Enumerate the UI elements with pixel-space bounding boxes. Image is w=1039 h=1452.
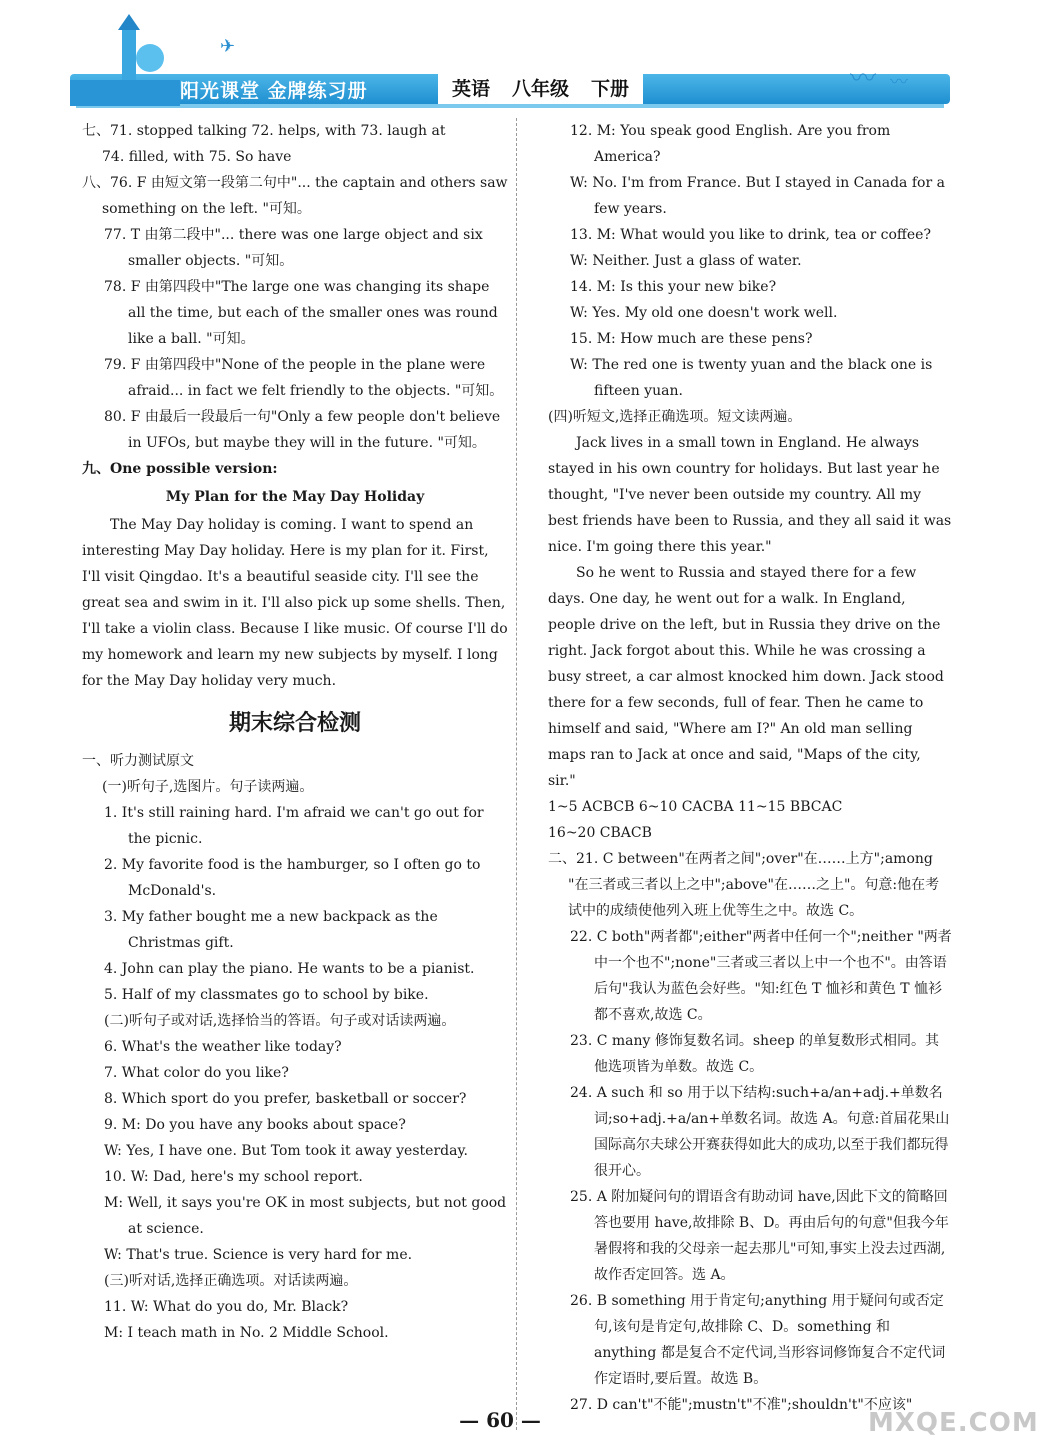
- right-paragraph: 26. B something 用于肯定句;anything 用于疑问句或否定句,该句是肯定句,故排除 C、D。something 和 anything 都是复合不定代词,当形容词修饰复合不定代词作定语时,要后置。故选 B。: [570, 1293, 946, 1387]
- left-column: [82, 118, 508, 1346]
- right-paragraph: Jack lives in a small town in England. He always stayed in his own country for holidays. But last year he thought, "I've never been outside my country. All my best friends have been to Russia, and they all said it was nice. I'm going there this year.": [548, 435, 952, 555]
- right-paragraph: 1~5 ACBCB 6~10 CACBA 11~15 BBCAC: [548, 799, 843, 815]
- left-paragraph: 3. My father bought me a new backpack as the Christmas gift.: [104, 909, 438, 951]
- left-paragraph: (一)听句子,选图片。句子读两遍。: [102, 779, 314, 795]
- left-paragraph: (二)听句子或对话,选择恰当的答语。句子或对话读两遍。: [104, 1013, 456, 1029]
- watermark: MXQE.COM: [868, 1408, 1039, 1438]
- left-paragraph: M: Well, it says you're OK in most subjects, but not good at science.: [104, 1195, 507, 1237]
- left-paragraph: 八、76. F 由短文第一段第二句中"... the captain and others saw something on the left. "可知。: [82, 175, 508, 217]
- left-paragraph: 11. W: What do you do, Mr. Black?: [104, 1299, 349, 1315]
- left-paragraph: My Plan for the May Day Holiday: [165, 489, 425, 505]
- right-paragraph: 13. M: What would you like to drink, tea or coffee?: [570, 227, 931, 243]
- right-paragraph: 12. M: You speak good English. Are you from America?: [570, 123, 891, 165]
- right-paragraph: So he went to Russia and stayed there for a few days. One day, he went out for a walk. In England, people drive on the left, but in Russia they drive on the right. Jack forgot about this. While he was crossing a busy street, a car almost knocked him down. Jack stood there for a few seconds, full of fear. Then he came to himself and said, "Where am I?" An old man selling maps ran to Jack at once and said, "Maps of the city, sir.": [548, 565, 944, 789]
- left-paragraph: 2. My favorite food is the hamburger, so I often go to McDonald's.: [104, 857, 481, 899]
- left-paragraph: The May Day holiday is coming. I want to spend an interesting May Day holiday. Here is my plan for it. First, I'll visit Qingdao. It's a beautiful seaside city. I'll see the great sea and swim in it. I'll also pick up some shells. Then, I'll take a violin class. Because I like music. Of course I'll do my homework and learn my new subjects by myself. I long for the May Day holiday very much.: [82, 517, 508, 689]
- lighthouse-illustration: [70, 0, 180, 108]
- left-paragraph: 80. F 由最后一段最后一句"Only a few people don't believe in UFOs, but maybe they will in the future. "可知。: [104, 409, 501, 451]
- left-paragraph: 8. Which sport do you prefer, basketball or soccer?: [104, 1091, 467, 1107]
- column-divider: [516, 118, 517, 1430]
- left-paragraph: 期末综合检测: [228, 711, 361, 736]
- right-paragraph: W: The red one is twenty yuan and the black one is fifteen yuan.: [570, 357, 933, 399]
- left-paragraph: 5. Half of my classmates go to school by bike.: [104, 987, 429, 1003]
- right-paragraph: 22. C both"两者都";either"两者中任何一个";neither "两者中一个也不";none"三者或三者以上中一个也不"。由答语后句"我认为蓝色会好些。"知:红色 T 恤衫和黄色 T 恤衫都不喜欢,故选 C。: [570, 929, 952, 1023]
- bird-icon: 〰: [890, 72, 908, 93]
- right-paragraph: W: Yes. My old one doesn't work well.: [570, 305, 838, 321]
- left-paragraph: (三)听对话,选择正确选项。对话读两遍。: [104, 1273, 358, 1289]
- left-paragraph: 77. T 由第二段中"... there was one large object and six smaller objects. "可知。: [104, 227, 483, 269]
- left-paragraph: 10. W: Dad, here's my school report.: [104, 1169, 363, 1185]
- left-paragraph: 一、听力测试原文: [82, 753, 194, 769]
- right-paragraph: 15. M: How much are these pens?: [570, 331, 813, 347]
- subject-name: 英语: [452, 78, 491, 100]
- right-paragraph: 25. A 附加疑问句的谓语含有助动词 have,因此下文的简略回答也要用 have,故排除 B、D。再由后句的句意"但我今年暑假将和我的父母亲一起去那儿"可知,事实上没去过西湖,故作否定回答。选 A。: [570, 1189, 949, 1283]
- right-paragraph: 27. D can't"不能";mustn't"不准";shouldn't"不应该": [570, 1397, 913, 1413]
- left-paragraph: 78. F 由第四段中"The large one was changing its shape all the time, but each of the smaller ones was round like a ball. "可知。: [104, 279, 498, 347]
- subject-label: [438, 74, 643, 104]
- left-paragraph: 9. M: Do you have any books about space?: [104, 1117, 406, 1133]
- left-paragraph: 4. John can play the piano. He wants to be a pianist.: [104, 961, 475, 977]
- left-paragraph: W: That's true. Science is very hard for me.: [104, 1247, 413, 1263]
- right-paragraph: W: No. I'm from France. But I stayed in Canada for a few years.: [570, 175, 945, 217]
- page-number: — 60 —: [459, 1408, 541, 1432]
- grade-label: 八年级: [512, 78, 570, 100]
- brand-title: 阳光课堂 金牌练习册: [180, 80, 368, 102]
- bird-icon: 〰: [850, 64, 877, 94]
- right-paragraph: 24. A such 和 so 用于以下结构:such+a/an+adj.+单数名词;so+adj.+a/an+单数名词。故选 A。句意:首届花果山国际高尔夫球公开赛获得如此大的成功,以至于我们都玩得很开心。: [570, 1085, 950, 1179]
- volume-label: 下册: [591, 78, 630, 100]
- left-paragraph: W: Yes, I have one. But Tom took it away yesterday.: [104, 1143, 468, 1159]
- right-paragraph: (四)听短文,选择正确选项。短文读两遍。: [548, 409, 802, 425]
- header-underline: [76, 104, 944, 108]
- paper-plane-icon: ✈: [220, 36, 236, 57]
- left-paragraph: 九、One possible version:: [82, 461, 278, 477]
- right-paragraph: 二、21. C between"在两者之间";over"在……上方";among "在三者或三者以上之中";above"在……之上"。句意:他在考试中的成绩使他列入班上优等生之中。故选 C。: [548, 851, 940, 919]
- left-paragraph: 6. What's the weather like today?: [104, 1039, 342, 1055]
- left-paragraph: 79. F 由第四段中"None of the people in the plane were afraid... in fact we felt friendly to the objects. "可知。: [104, 357, 504, 399]
- left-paragraph: 7. What color do you like?: [104, 1065, 289, 1081]
- right-paragraph: 14. M: Is this your new bike?: [570, 279, 777, 295]
- right-paragraph: 23. C many 修饰复数名词。sheep 的单复数形式相同。其他选项皆为单数。故选 C。: [570, 1033, 940, 1075]
- left-paragraph: M: I teach math in No. 2 Middle School.: [104, 1325, 389, 1341]
- page-header: [70, 0, 950, 112]
- left-paragraph: 74. filled, with 75. So have: [102, 149, 292, 165]
- right-column: [548, 118, 952, 1418]
- right-paragraph: W: Neither. Just a glass of water.: [570, 253, 802, 269]
- left-paragraph: 七、71. stopped talking 72. helps, with 73. laugh at: [82, 123, 446, 139]
- left-paragraph: 1. It's still raining hard. I'm afraid we can't go out for the picnic.: [104, 805, 484, 847]
- right-paragraph: 16~20 CBACB: [548, 825, 652, 841]
